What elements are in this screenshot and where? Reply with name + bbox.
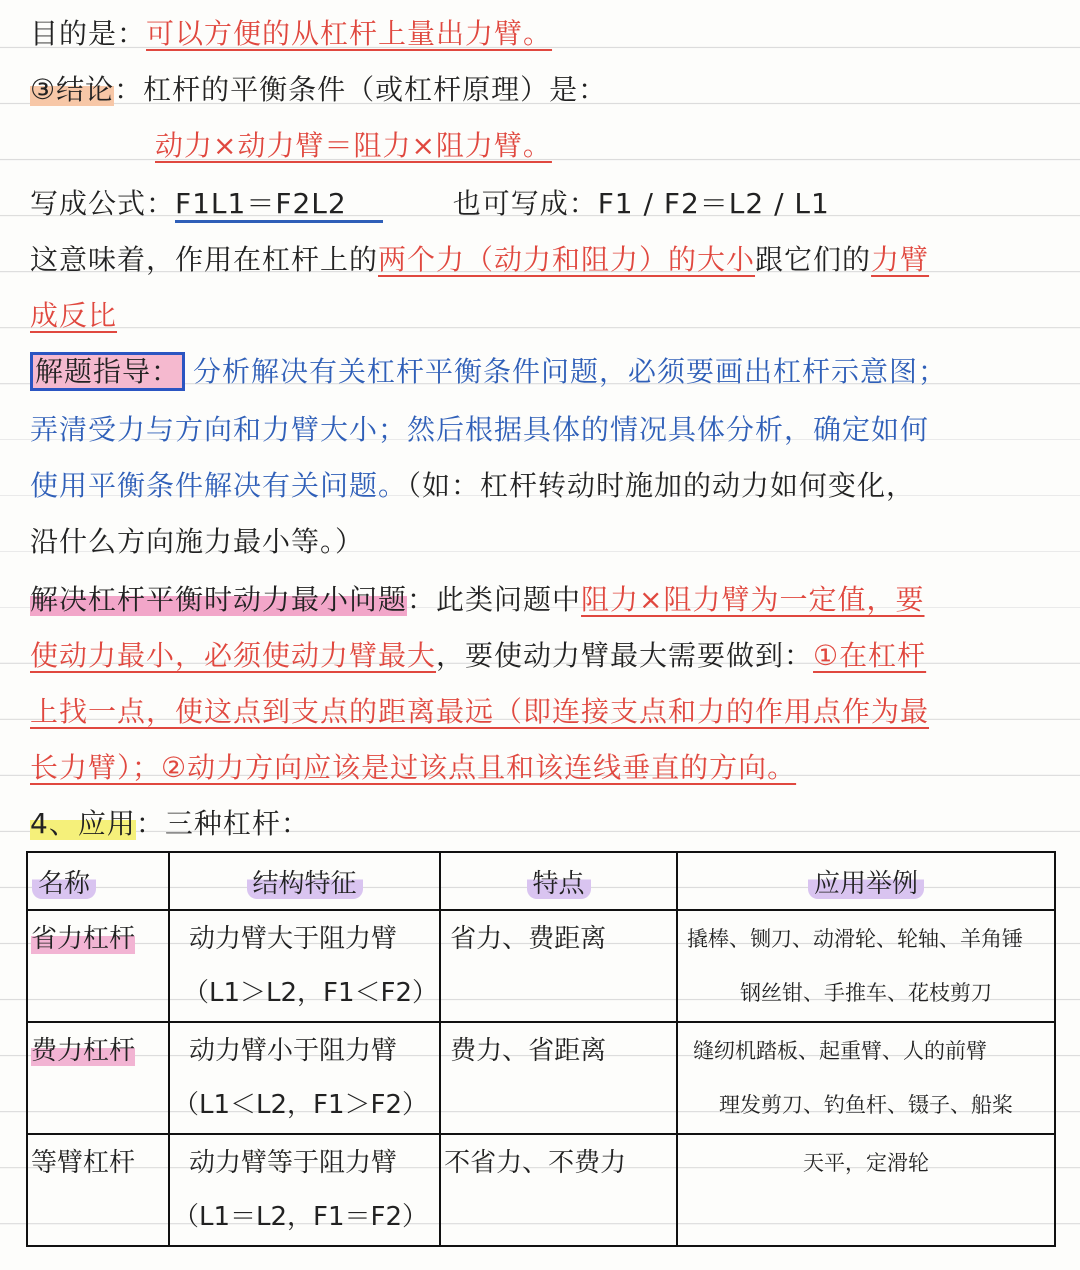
inverse-text: 成反比 — [30, 299, 118, 332]
guide-text-1: 分析解决有关杠杆平衡条件问题，必须要画出杠杆示意图； — [193, 355, 948, 388]
guide-text-2: 弄清受力与方向和力臂大小；然后根据具体的情况具体分析，确定如何 — [30, 413, 930, 446]
line-inverse — [30, 296, 1040, 336]
line-minforce-4 — [30, 748, 1040, 788]
minforce-red-4: 上找一点，使这点到支点的距离最远（即连接支点和力的作用点作为最 — [30, 695, 930, 728]
purpose-label: 目的是： — [30, 17, 147, 50]
meaning-text-2: 跟它们的 — [755, 243, 872, 276]
cell-name: 省力杠杆 — [27, 910, 169, 1022]
line-meaning — [30, 240, 1040, 280]
cell-structure: 动力臂等于阻力臂 （L1＝L2，F1＝F2） — [169, 1134, 440, 1246]
meaning-arms: 力臂 — [871, 243, 930, 276]
line-minforce — [30, 580, 1040, 620]
guide-example-end: 沿什么方向施力最小等。） — [30, 525, 365, 558]
line-guide-2 — [30, 410, 1040, 450]
line-purpose — [30, 14, 1040, 54]
formula-label: 写成公式： — [30, 187, 176, 220]
meaning-forces: 两个力（动力和阻力）的大小 — [378, 243, 756, 276]
line-minforce-2 — [30, 636, 1040, 676]
formula-main: F1L1＝F2L2 — [175, 187, 383, 223]
guide-heading: 解题指导： — [30, 352, 185, 391]
minforce-text-1: ：此类问题中 — [407, 583, 582, 616]
formula-alt: 也可写成：F1 / F2＝L2 / L1 — [452, 187, 830, 220]
line-guide — [30, 352, 1040, 392]
guide-example: （如：杠杆转动时施加的动力如何变化， — [407, 469, 916, 502]
cell-name: 等臂杠杆 — [27, 1134, 169, 1246]
cell-feature: 不省力、不费力 — [440, 1134, 677, 1246]
line-balance-equation — [155, 126, 1040, 166]
lever-types-table — [26, 851, 1056, 1247]
minforce-text-2: ，要使动力臂最大需要做到： — [436, 639, 814, 672]
minforce-heading: 解决杠杆平衡时动力最小问题 — [30, 583, 408, 616]
minforce-red-5: 长力臂）；②动力方向应该是过该点且和该连线垂直的方向。 — [30, 751, 797, 784]
cell-examples: 天平，定滑轮 — [677, 1134, 1055, 1246]
line-minforce-3 — [30, 692, 1040, 732]
minforce-red-2: 使动力最小，必须使动力臂最大 — [30, 639, 437, 672]
line-guide-4 — [30, 522, 1040, 562]
table-header-row — [27, 852, 1055, 910]
table-row — [27, 1134, 1055, 1246]
minforce-red-3: ①在杠杆 — [813, 639, 927, 672]
guide-text-3: 使用平衡条件解决有关问题。 — [30, 469, 408, 502]
balance-equation: 动力×动力臂＝阻力×阻力臂。 — [155, 129, 552, 162]
cell-feature: 费力、省距离 — [440, 1022, 677, 1134]
cell-structure: 动力臂大于阻力臂 （L1＞L2，F1＜F2） — [169, 910, 440, 1022]
line-formula — [30, 184, 1040, 224]
line-guide-3 — [30, 466, 1040, 506]
cell-examples: 缝纫机踏板、起重臂、人的前臂 理发剪刀、钓鱼杆、镊子、船桨 — [677, 1022, 1055, 1134]
line-conclusion — [30, 70, 1040, 110]
meaning-text-1: 这意味着，作用在杠杆上的 — [30, 243, 379, 276]
cell-name: 费力杠杆 — [27, 1022, 169, 1134]
application-text: ：三种杠杆： — [135, 807, 310, 840]
cell-examples: 撬棒、铡刀、动滑轮、轮轴、羊角锤 钢丝钳、手推车、花枝剪刀 — [677, 910, 1055, 1022]
conclusion-text: ：杠杆的平衡条件（或杠杆原理）是： — [114, 73, 608, 106]
minforce-red-1: 阻力×阻力臂为一定值，要 — [581, 583, 925, 616]
header-name: 名称 — [27, 852, 169, 910]
line-application — [30, 804, 1040, 844]
table-row — [27, 1022, 1055, 1134]
table-row — [27, 910, 1055, 1022]
application-heading: 4、应用 — [30, 807, 136, 840]
cell-structure: 动力臂小于阻力臂 （L1＜L2，F1＞F2） — [169, 1022, 440, 1134]
purpose-text: 可以方便的从杠杆上量出力臂。 — [146, 17, 553, 50]
header-feature: 特点 — [440, 852, 677, 910]
header-structure: 结构特征 — [169, 852, 440, 910]
header-examples: 应用举例 — [677, 852, 1055, 910]
conclusion-heading: ③结论 — [30, 73, 115, 106]
cell-feature: 省力、费距离 — [440, 910, 677, 1022]
